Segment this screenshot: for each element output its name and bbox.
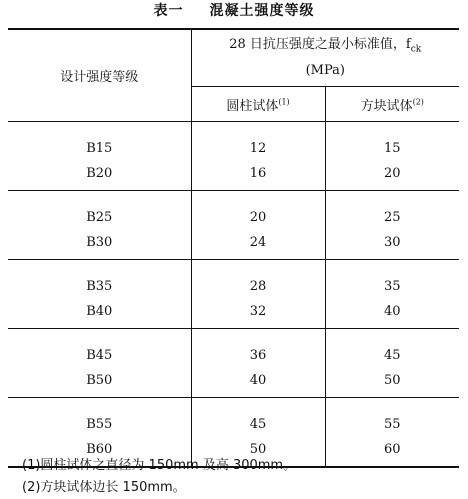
cube-cell: 50	[325, 363, 459, 398]
grade-column-header: 设计强度等级	[60, 70, 139, 85]
cube-cell: 25	[325, 191, 459, 226]
table-row	[8, 398, 459, 433]
table-notes	[22, 455, 296, 499]
table-row	[8, 294, 459, 329]
cylinder-cell: 45	[191, 398, 325, 433]
grade-cell: B30	[86, 234, 113, 250]
cube-cell: 15	[325, 122, 459, 157]
grade-cell: B50	[86, 372, 113, 388]
note-cube: (2)方块试体边长 150mm。	[22, 480, 186, 495]
grade-cell: B35	[8, 260, 191, 295]
cylinder-cell: 28	[191, 260, 325, 295]
cube-cell: 35	[325, 260, 459, 295]
table-row	[8, 329, 459, 364]
cylinder-header-note: (1)	[278, 97, 290, 107]
table-title-label: 表一	[153, 3, 184, 19]
cube-cell: 55	[325, 398, 459, 433]
cube-cell: 20	[325, 156, 459, 191]
cube-column-header	[325, 87, 459, 122]
cylinder-cell: 16	[191, 156, 325, 191]
cylinder-cell: 50	[191, 432, 325, 467]
strength-column-header	[191, 29, 459, 87]
grade-cell: B15	[8, 122, 191, 157]
cube-cell: 45	[325, 329, 459, 364]
table-row	[8, 225, 459, 260]
grade-cell: B60	[86, 441, 113, 457]
cube-cell: 40	[325, 294, 459, 329]
cube-cell: 30	[325, 225, 459, 260]
strength-header-unit: (MPa)	[305, 63, 345, 79]
grade-cell: B40	[86, 303, 113, 319]
grade-cell: B25	[8, 191, 191, 226]
grade-cell: B55	[8, 398, 191, 433]
table-row	[8, 122, 459, 157]
cylinder-header-label: 圆柱试体	[226, 98, 279, 114]
strength-header-line1: 28 日抗压强度之最小标准值，f	[229, 36, 411, 52]
cube-cell: 60	[325, 432, 459, 467]
table-title	[0, 0, 468, 22]
cube-header-note: (2)	[412, 97, 424, 107]
strength-header-subscript: ck	[410, 44, 422, 55]
grade-cell: B20	[86, 165, 113, 181]
cylinder-cell: 36	[191, 329, 325, 364]
note-cylinder: (1)圆柱试体之直径为 150mm 及高 300mm。	[22, 458, 297, 473]
concrete-grade-table	[8, 28, 459, 468]
cube-header-label: 方块试体	[360, 98, 413, 114]
grade-cell: B45	[8, 329, 191, 364]
table-row	[8, 156, 459, 191]
table-row	[8, 191, 459, 226]
table-row	[8, 260, 459, 295]
table-row	[8, 363, 459, 398]
cylinder-cell: 24	[191, 225, 325, 260]
table-title-text: 混凝土强度等级	[209, 3, 315, 19]
cylinder-cell: 12	[191, 122, 325, 157]
cylinder-cell: 32	[191, 294, 325, 329]
cylinder-column-header	[191, 87, 325, 122]
cylinder-cell: 40	[191, 363, 325, 398]
cylinder-cell: 20	[191, 191, 325, 226]
